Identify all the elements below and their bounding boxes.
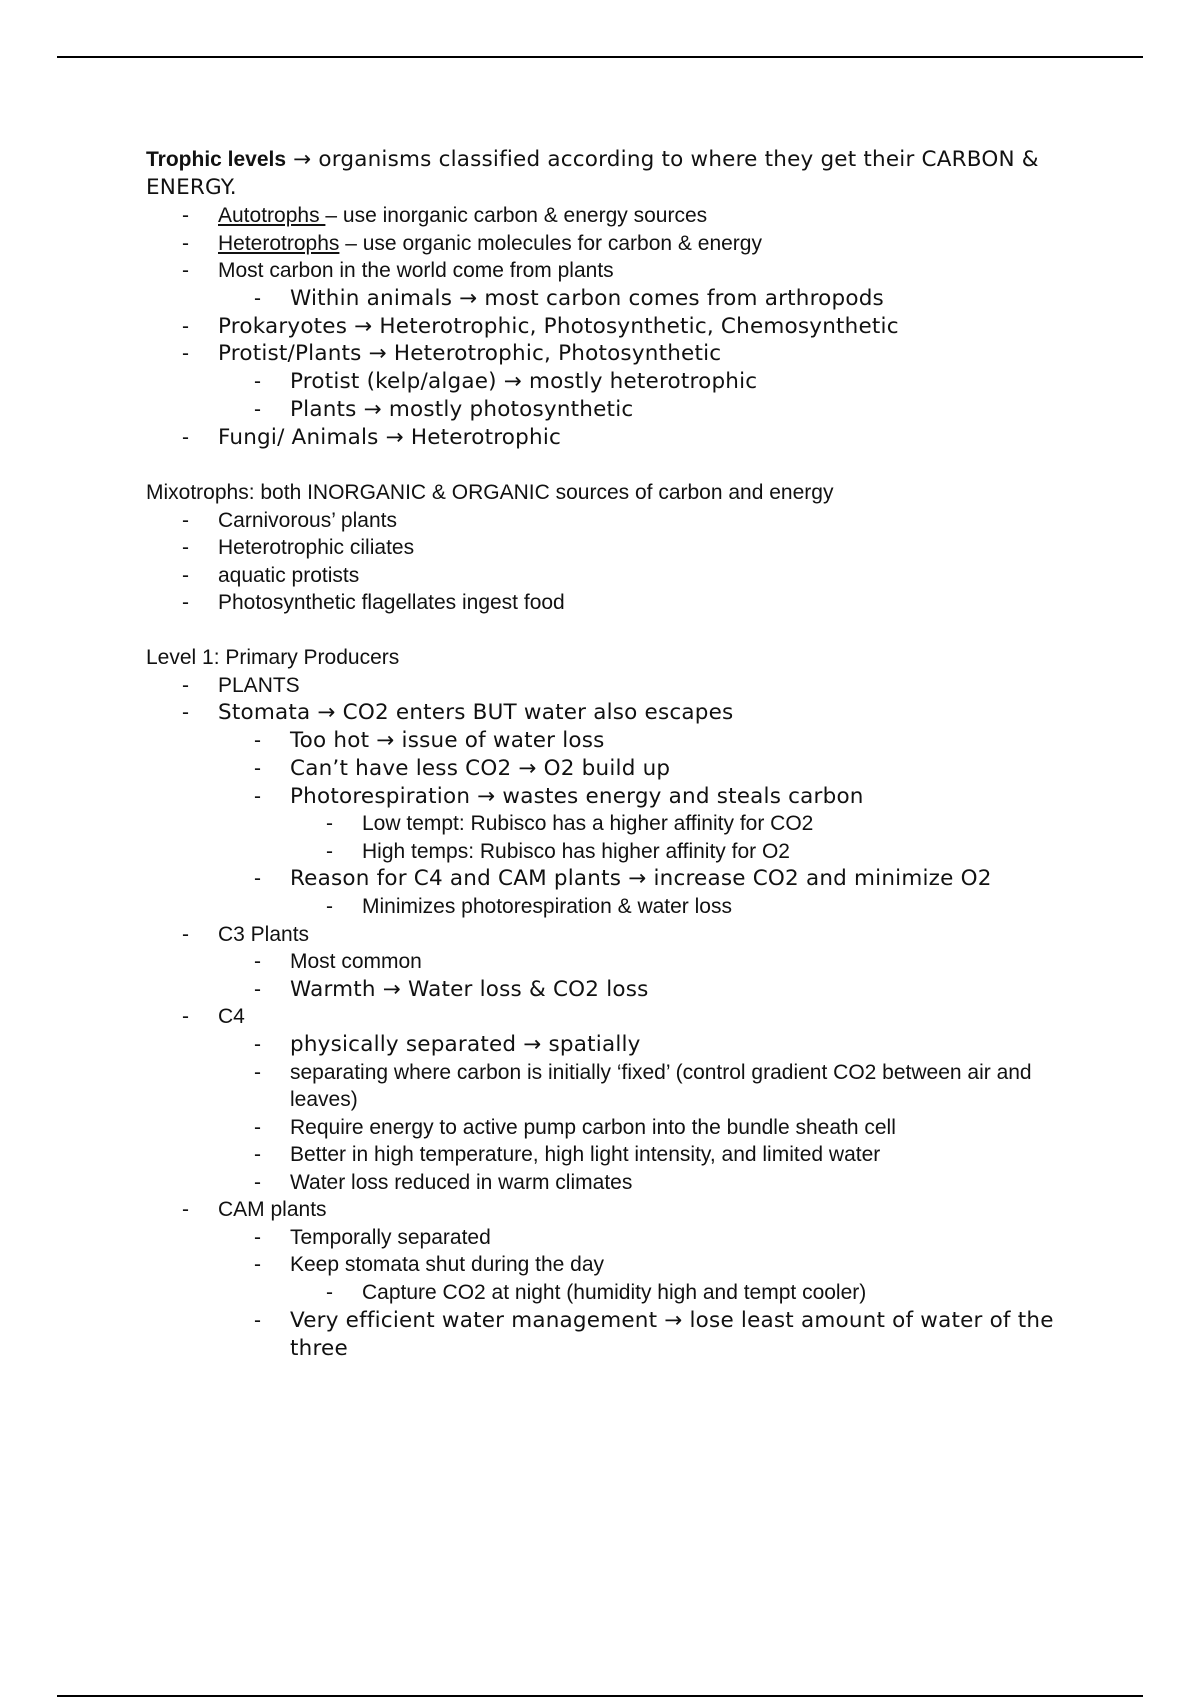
title-line [146,145,1039,177]
mixotrophs-heading: Mixotrophs: both INORGANIC & ORGANIC sources of carbon and energy [146,481,834,504]
low-tempt-item: Low tempt: Rubisco has a higher affinity for CO2 [362,812,814,835]
bullet: - [254,1309,261,1332]
bullet: - [254,398,261,421]
bullet: - [254,287,261,310]
c4-item: C4 [218,1005,245,1028]
cam-stomata-item: Keep stomata shut during the day [290,1253,605,1276]
title-continuation: ENERGY. [146,175,237,200]
heterotrophs-term: Heterotrophs [218,232,340,255]
reason-item: Reason for C4 and CAM plants → increase CO2 and minimize O2 [290,866,992,891]
bullet: - [254,1253,261,1276]
bullet: - [182,923,189,946]
bullet: - [182,564,189,587]
protist-plants-item: Protist/Plants → Heterotrophic, Photosynthetic [218,341,722,366]
bullet: - [182,674,189,697]
fungi-animals-item: Fungi/ Animals → Heterotrophic [218,425,562,450]
within-animals-item: Within animals → most carbon comes from arthropods [290,286,884,311]
plants-photo-item: Plants → mostly photosynthetic [290,397,634,422]
title-term: Trophic levels [146,148,287,171]
mixotroph-item: Heterotrophic ciliates [218,536,415,559]
bullet: - [182,1198,189,1221]
bullet: - [254,370,261,393]
bullet: - [182,342,189,365]
bullet: - [182,536,189,559]
bullet: - [254,867,261,890]
c4-physical-item: physically separated → spatially [290,1032,641,1057]
minimizes-item: Minimizes photorespiration & water loss [362,895,732,918]
mixotroph-item: Carnivorous’ plants [218,509,397,532]
bullet: - [254,1143,261,1166]
plants-item: PLANTS [218,674,300,697]
c4-water-item: Water loss reduced in warm climates [290,1171,633,1194]
cam-capture-item: Capture CO2 at night (humidity high and tempt cooler) [362,1281,867,1304]
bullet: - [182,509,189,532]
c3-warmth-item: Warmth → Water loss & CO2 loss [290,977,649,1002]
heterotrophs-desc: – use organic molecules for carbon & energy [339,232,762,255]
c4-better-item: Better in high temperature, high light intensity, and limited water [290,1143,881,1166]
bullet: - [326,1281,333,1304]
c4-separating-item: separating where carbon is initially ‘fixed’ (control gradient CO2 between air and [290,1061,1032,1084]
bullet: - [182,591,189,614]
cam-efficient-item: Very efficient water management → lose least amount of water of the [290,1308,1054,1333]
high-temps-item: High temps: Rubisco has higher affinity for O2 [362,840,790,863]
bullet: - [182,1005,189,1028]
bullet: - [254,1116,261,1139]
bullet: - [254,1171,261,1194]
heterotrophs-item [218,229,762,259]
bullet: - [182,204,189,227]
autotrophs-desc: – use inorganic carbon & energy sources [325,204,708,227]
mixotroph-item: Photosynthetic flagellates ingest food [218,591,565,614]
bullet: - [182,259,189,282]
bullet: - [182,701,189,724]
bullet: - [326,812,333,835]
cam-efficient-continuation: three [290,1336,348,1361]
c4-separating-continuation: leaves) [290,1088,358,1111]
most-carbon-item: Most carbon in the world come from plants [218,259,614,282]
autotrophs-item [218,201,707,231]
bullet: - [326,895,333,918]
bullet: - [182,232,189,255]
mixotroph-item: aquatic protists [218,564,360,587]
bullet: - [254,1226,261,1249]
c4-energy-item: Require energy to active pump carbon into the bundle sheath cell [290,1116,896,1139]
top-rule [57,56,1143,58]
bullet: - [182,426,189,449]
cant-have-item: Can’t have less CO2 → O2 build up [290,756,671,781]
bullet: - [254,729,261,752]
bottom-rule [57,1695,1143,1697]
bullet: - [254,785,261,808]
title-rest: → organisms classified according to where they get their CARBON & [286,147,1039,172]
photorespiration-item: Photorespiration → wastes energy and steals carbon [290,784,864,809]
bullet: - [182,315,189,338]
protist-kelp-item: Protist (kelp/algae) → mostly heterotrophic [290,369,758,394]
bullet: - [254,1061,261,1084]
cam-item: CAM plants [218,1198,327,1221]
cam-temporal-item: Temporally separated [290,1226,491,1249]
c3-common-item: Most common [290,950,422,973]
prokaryotes-item: Prokaryotes → Heterotrophic, Photosynthetic, Chemosynthetic [218,314,899,339]
bullet: - [254,1033,261,1056]
bullet: - [254,978,261,1001]
autotrophs-term: Autotrophs [218,204,326,227]
stomata-item: Stomata → CO2 enters BUT water also escapes [218,700,734,725]
bullet: - [326,840,333,863]
bullet: - [254,757,261,780]
bullet: - [254,950,261,973]
c3-item: C3 Plants [218,923,310,946]
too-hot-item: Too hot → issue of water loss [290,728,605,753]
level1-heading: Level 1: Primary Producers [146,646,400,669]
